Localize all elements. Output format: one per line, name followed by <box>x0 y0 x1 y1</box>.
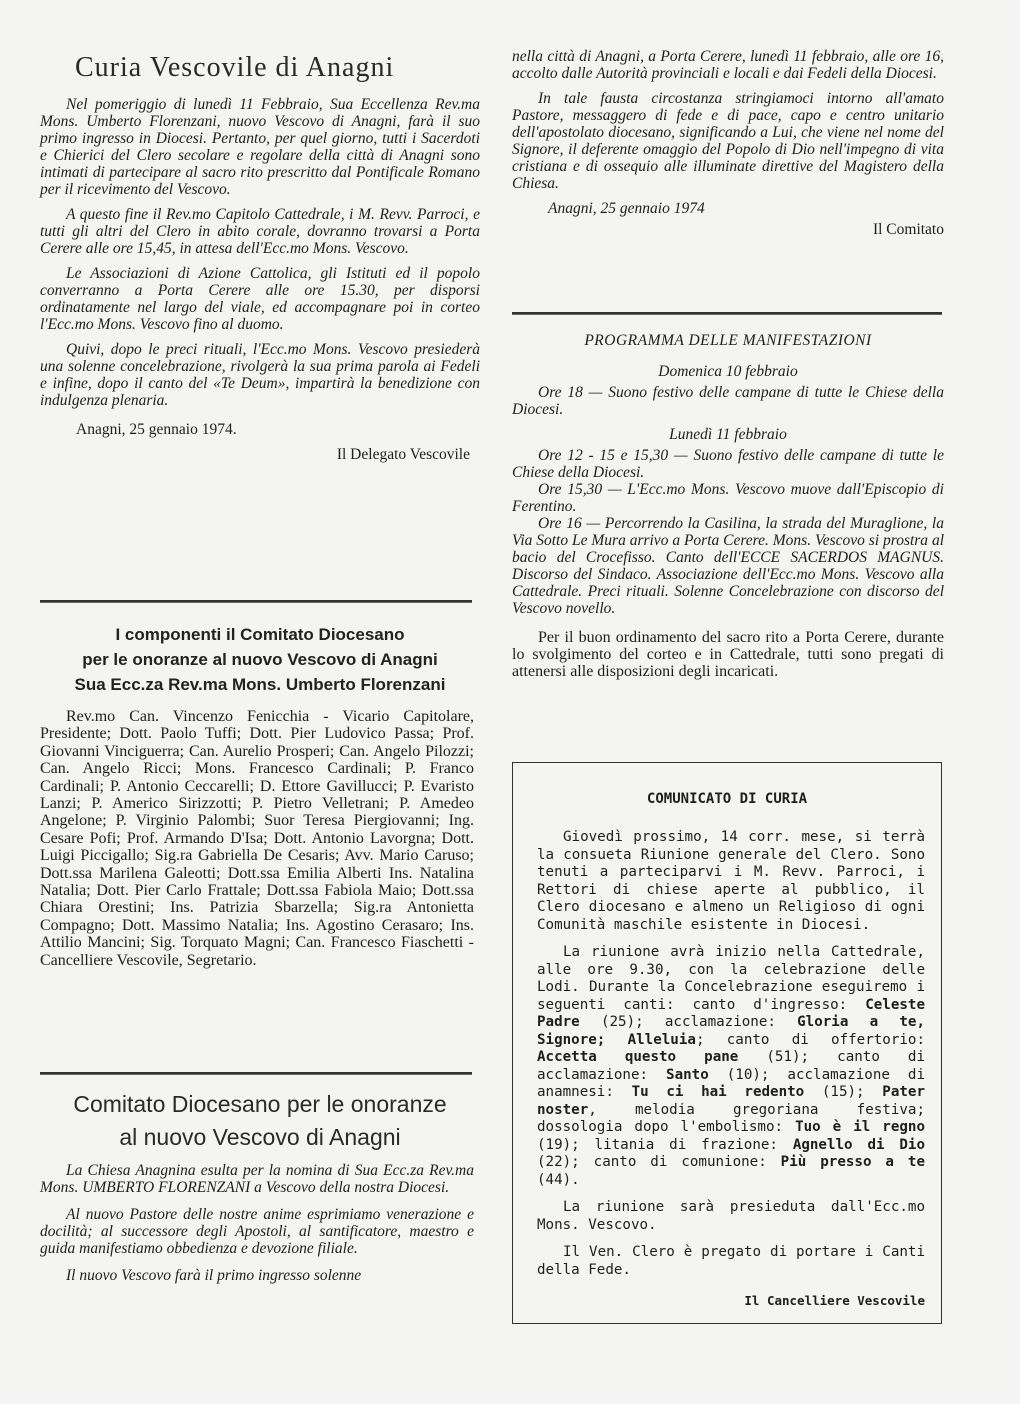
curia-paragraph-4: Quivi, dopo le preci rituali, l'Ecc.mo Mons. Vescovo presiederà una solenne concelebrazione, rivolgerà la sua prima parola ai Fedeli e infine, dopo il canto del «Te Deum», impartirà la benedizione con indulgenza plenaria. <box>40 341 480 409</box>
programma-day-2: Lunedì 11 febbraio <box>669 426 787 443</box>
comunicato-text: , melodia gregoriana festiva; dossologia dopo l'embolismo: <box>537 1101 925 1135</box>
curia-paragraph-3: Le Associazioni di Azione Cattolica, gli Istituti ed il popolo converranno a Porta Cerere alle ore 15.30, per disporsi ordinatamente nel largo del viale, ed accompagnare poi in corteo l'Ecc.mo Mons. Vescovo fino al duomo. <box>40 265 480 333</box>
song-title: Tu ci hai redento <box>631 1084 805 1100</box>
song-title: Santo <box>666 1066 709 1083</box>
comunicato-text: ; canto di offertorio: <box>695 1031 925 1048</box>
comunicato-signature: Il Cancelliere Vescovile <box>744 1292 925 1308</box>
song-title: Celeste Padre <box>537 996 925 1030</box>
song-title: Gloria a te, Signore; Alleluia <box>537 1014 926 1048</box>
curia-title: Curia Vescovile di Anagni <box>75 52 395 83</box>
curia-notice <box>40 96 480 463</box>
comunicato-paragraph-3: La riunione sarà presieduta dall'Ecc.mo Mons. Vescovo. <box>537 1199 925 1233</box>
programma-section <box>512 332 944 680</box>
programma-day-1: Domenica 10 febbraio <box>658 363 798 380</box>
comunicato-title: COMUNICATO DI CURIA <box>646 791 808 807</box>
curia-date: Anagni, 25 gennaio 1974. <box>76 421 237 438</box>
componenti-heading <box>40 622 480 697</box>
componenti-heading-line-2: per le onoranze al nuovo Vescovo di Anagni <box>82 650 438 669</box>
song-title: Agnello di Dio <box>792 1136 925 1153</box>
comunicato-text: La riunione avrà inizio nella Cattedrale, alle ore 9.30, con la celebrazione delle Lodi. Durante la Concelebrazione eseguiremo i seguenti canti: canto d'ingresso: <box>537 944 925 1013</box>
song-title: Più presso a te <box>780 1154 925 1170</box>
comitato-body-left <box>40 1162 474 1284</box>
comitato-paragraph-3: Il nuovo Vescovo farà il primo ingresso solenne <box>66 1267 362 1284</box>
comunicato-text: (15); <box>804 1084 883 1100</box>
comitato-heading-line-1: Comitato Diocesano per le onoranze <box>73 1091 447 1117</box>
componenti-heading-line-3: Sua Ecc.za Rev.ma Mons. Umberto Florenzani <box>74 675 446 694</box>
componenti-list <box>40 708 474 969</box>
curia-paragraph-2: A questo fine il Rev.mo Capitolo Cattedrale, i M. Revv. Parroci, e tutti gli altri del Clero in abito corale, dovranno trovarsi a Porta Cerere alle ore 15,45, in attesa dell'Ecc.mo Mons. Vescovo. <box>40 206 480 257</box>
divider-line <box>512 312 942 315</box>
programma-day-2-item-3: Ore 16 — Percorrendo la Casilina, la strada del Muraglione, la Via Sotto Le Mura arrivo a Porta Cerere. Mons. Vescovo si prostra al bacio del Crocefisso. Canto dell'ECCE SACERDOS MAGNUS. Discorso del Sindaco. Associazione dell'Ecc.mo Mons. Vescovo alla Cattedrale. Preci rituali. Solenne Concelebrazione con discorso del Vescovo novello. <box>512 515 944 617</box>
comitato-signature: Il Comitato <box>872 221 944 238</box>
curia-signature: Il Delegato Vescovile <box>336 446 470 463</box>
comunicato-paragraph-4: Il Ven. Clero è pregato di portare i Canti della Fede. <box>537 1244 925 1278</box>
comunicato-text: (19); litania di frazione: <box>537 1136 793 1153</box>
comitato-paragraph-1: La Chiesa Anagnina esulta per la nomina di Sua Ecc.za Rev.ma Mons. UMBERTO FLORENZANI a Vescovo della nostra Diocesi. <box>40 1162 474 1196</box>
comitato-heading <box>40 1088 480 1154</box>
comitato-body-right <box>512 48 944 238</box>
programma-closing: Per il buon ordinamento del sacro rito a Porta Cerere, durante lo svolgimento del corteo e in Cattedrale, tutti sono pregati di attenersi alle disposizioni degli incaricati. <box>512 629 944 680</box>
comunicato-paragraph-1: Giovedì prossimo, 14 corr. mese, si terrà la consueta Riunione generale del Clero. Sono tenuti a parteciparvi i M. Revv. Parroci, i Rettori di chiese aperte al pubblico, il Clero diocesano e almeno un Religioso di ogni Comunità maschile esistente in Diocesi. <box>537 829 925 933</box>
programma-title: PROGRAMMA DELLE MANIFESTAZIONI <box>584 332 872 349</box>
comunicato-text: (44). <box>537 1171 580 1188</box>
programma-day-2-item-2: Ore 15,30 — L'Ecc.mo Mons. Vescovo muove dall'Episcopio di Ferentino. <box>512 481 944 515</box>
comunicato-body <box>537 829 925 1279</box>
comunicato-paragraph-2 <box>537 944 925 1189</box>
divider-line <box>40 600 472 603</box>
programma-day-1-item: Ore 18 — Suono festivo delle campane di tutte le Chiese della Diocesi. <box>512 384 944 418</box>
comunicato-text: (10); acclamazione di anamnesi: <box>537 1066 925 1100</box>
divider-line <box>40 1072 472 1075</box>
comitato-paragraph-4: In tale fausta circostanza stringiamoci intorno all'amato Pastore, messaggero di fede e di pace, capo e centro unitario dell'apostolato diocesano, significando a Lui, che viene nel nome del Signore, il deferente omaggio del Popolo di Dio nell'impegno di vita cristiana e di ossequio alle illuminate direttive del Magistero della Chiesa. <box>512 90 944 192</box>
programma-day-2-item-1: Ore 12 - 15 e 15,30 — Suono festivo delle campane di tutte le Chiese della Diocesi. <box>512 447 944 481</box>
curia-paragraph-1: Nel pomeriggio di lunedì 11 Febbraio, Sua Eccellenza Rev.ma Mons. Umberto Florenzani, nuovo Vescovo di Anagni, farà il suo primo ingresso in Diocesi. Pertanto, per quel giorno, tutti i Sacerdoti e Chierici del Clero secolare e regolare della città di Anagni sono intimati di partecipare al sacro rito prescritto dal Pontificale Romano per il ricevimento del Vescovo. <box>40 96 480 198</box>
comitato-paragraph-2: Al nuovo Pastore delle nostre anime esprimiamo venerazione e docilità; al successore degli Apostoli, al santificatore, maestro e guida manifestiamo obbedienza e devozione filiale. <box>40 1206 474 1257</box>
comunicato-box <box>512 762 942 1324</box>
comitato-date: Anagni, 25 gennaio 1974 <box>548 200 705 217</box>
song-title: Tuo è il regno <box>795 1119 925 1135</box>
comitato-heading-line-2: al nuovo Vescovo di Anagni <box>119 1124 401 1150</box>
song-title: Pater noster <box>537 1084 925 1118</box>
comunicato-text: (25); acclamazione: <box>579 1014 798 1030</box>
comunicato-text: (51); canto di acclamazione: <box>537 1049 925 1083</box>
componenti-body: Rev.mo Can. Vincenzo Fenicchia - Vicario Capitolare, Presidente; Dott. Paolo Tuffi; Dott. Pier Ludovico Passa; Prof. Giovanni Vinciguerra; Can. Aurelio Prosperi; Can. Angelo Pilozzi; Can. Angelo Ricci; Mons. Francesco Cardinali; P. Franco Cardinali; P. Antonio Ceccarelli; D. Ettore Gavillucci; P. Evaristo Lanzi; P. Americo Sirizzotti; P. Pietro Velletrani; P. Amedeo Angelone; P. Virginio Palombi; Suor Teresa Piergiovanni; Ing. Cesare Pofi; Prof. Armando D'Isa; Dott. Antonio Lavorgna; Dott. Luigi Piccigallo; Sig.ra Gabriella De Cesaris; Avv. Mario Caruso; Dott.ssa Marilena Galeotti; Dott.ssa Emilia Alberti Ins. Natalina Natalia; Dott. Pier Carlo Frattale; Dott.ssa Fabiola Maio; Dott.ssa Chiara Orestini; Ins. Patrizia Sbarzella; Sig.ra Antonietta Compagno; Dott. Massimo Natalia; Ins. Agostino Cerasaro; Ins. Attilio Mancini; Sig. Torquato Magni; Can. Francesco Fiaschetti - Cancelliere Vescovile, Segretario. <box>40 708 474 969</box>
comunicato-text: (22); canto di comunione: <box>537 1154 781 1170</box>
componenti-heading-line-1: I componenti il Comitato Diocesano <box>115 625 405 644</box>
comitato-paragraph-3-continued: nella città di Anagni, a Porta Cerere, lunedì 11 febbraio, alle ore 16, accolto dalle Autorità provinciali e locali e dai Fedeli della Diocesi. <box>512 48 944 82</box>
song-title: Accetta questo pane <box>537 1049 739 1065</box>
